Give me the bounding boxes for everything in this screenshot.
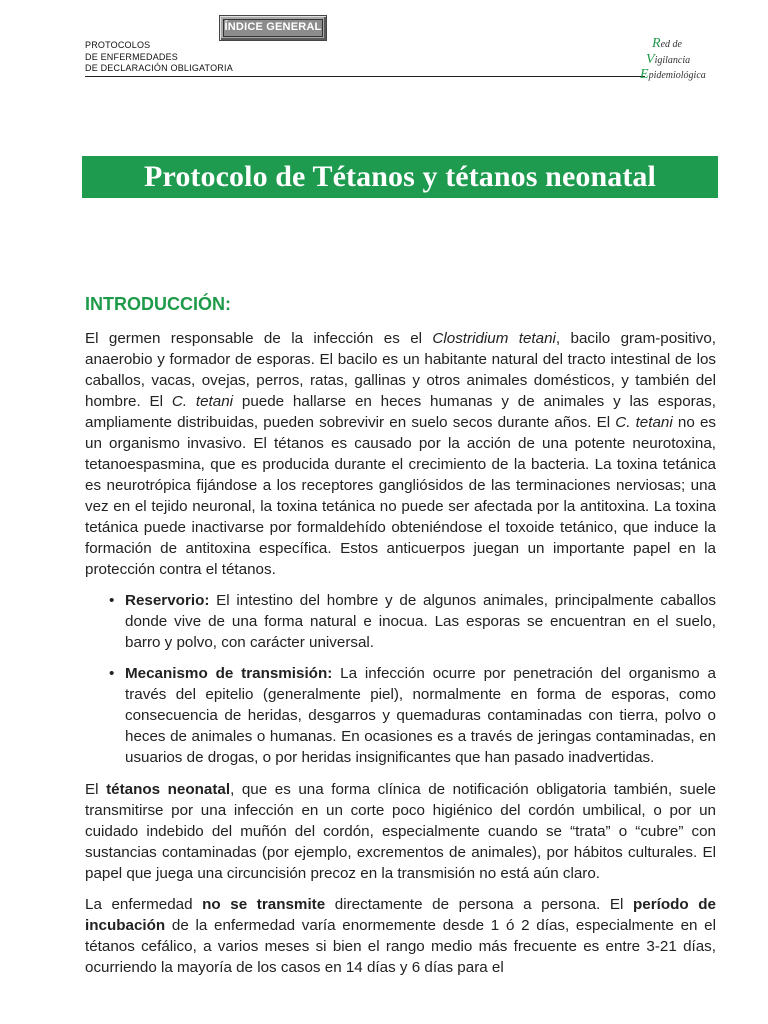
- list-item-mecanismo-transmision: • Mecanismo de transmisión: La infección ocurre por penetración del organismo a través del epitelio (generalmente piel), normalmente en forma de esporas, como consecuencia de heridas, desgarros y quemaduras contaminadas con tierra, polvo o heces de animales o humanas. En ocasiones es a través de jeringas contaminadas, en usuarios de drogas, o por heridas insignificantes que han pasado inadvertidas.: [109, 665, 716, 766]
- title-banner: [82, 156, 718, 198]
- page-title: Protocolo de Tétanos y tétanos neonatal: [144, 160, 656, 193]
- intro-paragraph: El germen responsable de la infección es el Clostridium tetani, bacilo gram-positivo, anaerobio y formador de esporas. El bacilo es un habitante natural del tracto intestinal de los caballos, vacas, ovejas, perros, ratas, gallinas y otros animales domésticos, y también del hombre. El C. tetani puede hallarse en heces humanas y de animales y las esporas, ampliamente distribuidas, pueden sobrevivir en suelo secos durante años. El C. tetani no es un organismo invasivo. El tétanos es causado por la acción de una potente neurotoxina, tetanoespasmina, que es producida durante el crecimiento de la bacteria. La toxina tetánica es neurotrópica fijándose a los receptores gangliósidos de las terminaciones nerviosas; una vez en el tejido neuronal, la toxina tetánica no puede ser afectada por la antitoxina. La toxina tetánica puede inactivarse por formaldehído obteniéndose el toxoide tetánico, que induce la formación de antitoxina específica. Estos anticuerpos juegan un importante papel en la protección contra el tétanos.: [85, 330, 716, 578]
- document-header: [85, 40, 233, 75]
- bullet-list: [85, 590, 716, 768]
- header-line-1: PROTOCOLOS: [85, 40, 151, 50]
- neonatal-paragraph: El tétanos neonatal, que es una forma clínica de notificación obligatoria también, suele transmitirse por una infección en un corte poco higiénico del cordón umbilical, o por un cuidado indebido del muñón del cordón, especialmente cuando se “trata” o “cubre” con sustancias contaminadas (por ejemplo, excrementos de animales), por hábitos culturales. El papel que juega una circuncisión precoz en la transmisión no está aún claro.: [85, 781, 716, 882]
- document-body: [85, 328, 716, 988]
- logo-line-1: Red de: [652, 36, 682, 51]
- bullet-marker: •: [109, 665, 115, 682]
- list-item-reservorio: • Reservorio: El intestino del hombre y de algunos animales, principalmente caballos donde vive de una forma natural e inocua. Las esporas se encuentran en el suelo, barro y polvo, con carácter universal.: [109, 592, 716, 651]
- section-heading-introduccion: INTRODUCCIÓN:: [85, 294, 231, 314]
- logo-line-2: Vigilancia: [646, 52, 691, 67]
- header-line-2: DE ENFERMEDADES: [85, 51, 179, 62]
- header-line-3: DE DECLARACIÓN OBLIGATORIA: [85, 63, 233, 73]
- bullet-marker: •: [109, 592, 115, 609]
- surveillance-network-logo: [640, 36, 730, 86]
- index-general-label: ÍNDICE GENERAL: [223, 19, 323, 37]
- header-divider: [85, 76, 645, 77]
- logo-line-3: Epidemiológica: [640, 67, 706, 82]
- transmission-paragraph: La enfermedad no se transmite directamente de persona a persona. El período de incubación de la enfermedad varía enormemente desde 1 ó 2 días, especialmente en el tétanos cefálico, a varios meses si bien el rango medio más frecuente es entre 3-21 días, ocurriendo la mayoría de los casos en 14 días y 6 días para el: [85, 896, 716, 976]
- index-general-button[interactable]: [219, 15, 327, 41]
